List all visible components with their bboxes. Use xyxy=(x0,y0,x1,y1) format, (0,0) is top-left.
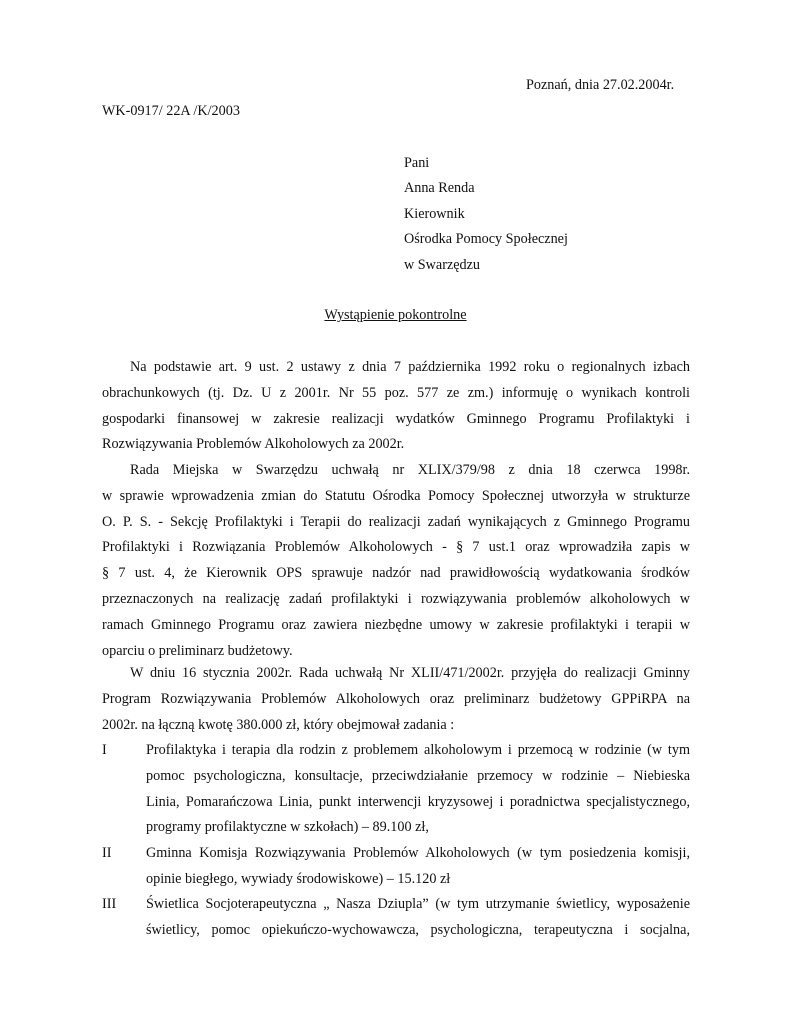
text-line: § 7 ust. 4, że Kierownik OPS sprawuje nadzór nad prawidłowością wydatkowania środków xyxy=(102,565,690,582)
text-line: przeznaczonych na realizację zadań profilaktyki i rozwiązywania problemów alkoholowych w xyxy=(102,590,690,607)
text-line: Gminna Komisja Rozwiązywania Problemów Alkoholowych (w tym posiedzenia komisji, xyxy=(146,845,690,861)
text-line: Na podstawie art. 9 ust. 2 ustawy z dnia 7 października 1992 roku o regionalnych izbach xyxy=(130,359,690,375)
date-line: Poznań, dnia 27.02.2004r. xyxy=(526,77,675,93)
list-item xyxy=(102,841,690,893)
text-line: 2002r. na łączną kwotę 380.000 zł, który obejmował zadania : xyxy=(102,716,455,733)
text-line: ramach Gminnego Programu oraz zawiera niezbędne umowy w zakresie profilaktyki i terapii w xyxy=(102,616,690,633)
item-number: II xyxy=(102,845,112,861)
text-line: programy profilaktyczne w szkołach) – 89.100 zł, xyxy=(146,819,429,836)
text-line: Rozwiązywania Problemów Alkoholowych za 2002r. xyxy=(102,436,405,453)
item-text xyxy=(146,892,690,944)
text-line: Linia, Pomarańczowa Linia, punkt interwencji kryzysowej i poradnictwa specjalistycznego, xyxy=(146,793,690,810)
recipient-line: Pani xyxy=(404,155,430,171)
text-line: Rada Miejska w Swarzędzu uchwałą nr XLIX/379/98 z dnia 18 czerwca 1998r. xyxy=(130,462,690,478)
text-line: W dniu 16 stycznia 2002r. Rada uchwałą Nr XLII/471/2002r. przyjęła do realizacji Gminny xyxy=(130,665,690,681)
text-line: Świetlica Socjoterapeutyczna „ Nasza Dziupla” (w tym utrzymanie świetlicy, wyposażenie xyxy=(146,896,690,912)
reference-number: WK-0917/ 22A /K/2003 xyxy=(102,103,240,119)
text-line: Profilaktyki i Rozwiązania Problemów Alkoholowych - § 7 ust.1 oraz wprowadziła zapis w xyxy=(102,539,690,556)
document-title xyxy=(0,307,791,324)
text-line: gospodarki finansowej w zakresie realizacji wydatków Gminnego Programu Profilaktyki i xyxy=(102,410,690,427)
paragraph-2 xyxy=(102,458,690,664)
item-text xyxy=(146,738,690,841)
text-line: świetlicy, pomoc opiekuńczo-wychowawcza, psychologiczna, terapeutyczna i socjalna, xyxy=(146,921,690,938)
recipient-line: Kierownik xyxy=(404,205,465,222)
item-text xyxy=(146,841,690,893)
text-line: oparciu o preliminarz budżetowy. xyxy=(102,642,293,659)
recipient-address xyxy=(404,151,568,278)
text-line: pomoc psychologiczna, konsultacje, przeciwdziałanie przemocy w rodzinie – Niebieska xyxy=(146,767,690,784)
recipient-line: Ośrodka Pomocy Społecznej xyxy=(404,231,568,248)
text-line: w sprawie wprowadzenia zmian do Statutu Ośrodka Pomocy Społecznej utworzyła w strukturze xyxy=(102,487,690,504)
paragraph-3 xyxy=(102,661,690,738)
text-line: Program Rozwiązywania Problemów Alkoholowych oraz preliminarz budżetowy GPPiRPA na xyxy=(102,690,690,707)
text-line: Profilaktyka i terapia dla rodzin z problemem alkoholowym i przemocą w rodzinie (w tym xyxy=(146,742,690,758)
item-number: I xyxy=(102,742,107,758)
document-title-text: Wystąpienie pokontrolne xyxy=(324,307,467,323)
recipient-line: Anna Renda xyxy=(404,180,475,197)
text-line: O. P. S. - Sekcję Profilaktyki i Terapii do realizacji zadań wynikających z Gminnego Programu xyxy=(102,513,690,530)
recipient-line: w Swarzędzu xyxy=(404,256,481,273)
text-line: obrachunkowych (tj. Dz. U z 2001r. Nr 55 poz. 577 ze zm.) informuję o wynikach kontroli xyxy=(102,384,690,401)
text-line: opinie biegłego, wywiady środowiskowe) – 15.120 zł xyxy=(146,870,451,887)
list-item xyxy=(102,892,690,944)
list-item xyxy=(102,738,690,842)
paragraph-1 xyxy=(102,355,690,458)
item-number: III xyxy=(102,896,117,912)
